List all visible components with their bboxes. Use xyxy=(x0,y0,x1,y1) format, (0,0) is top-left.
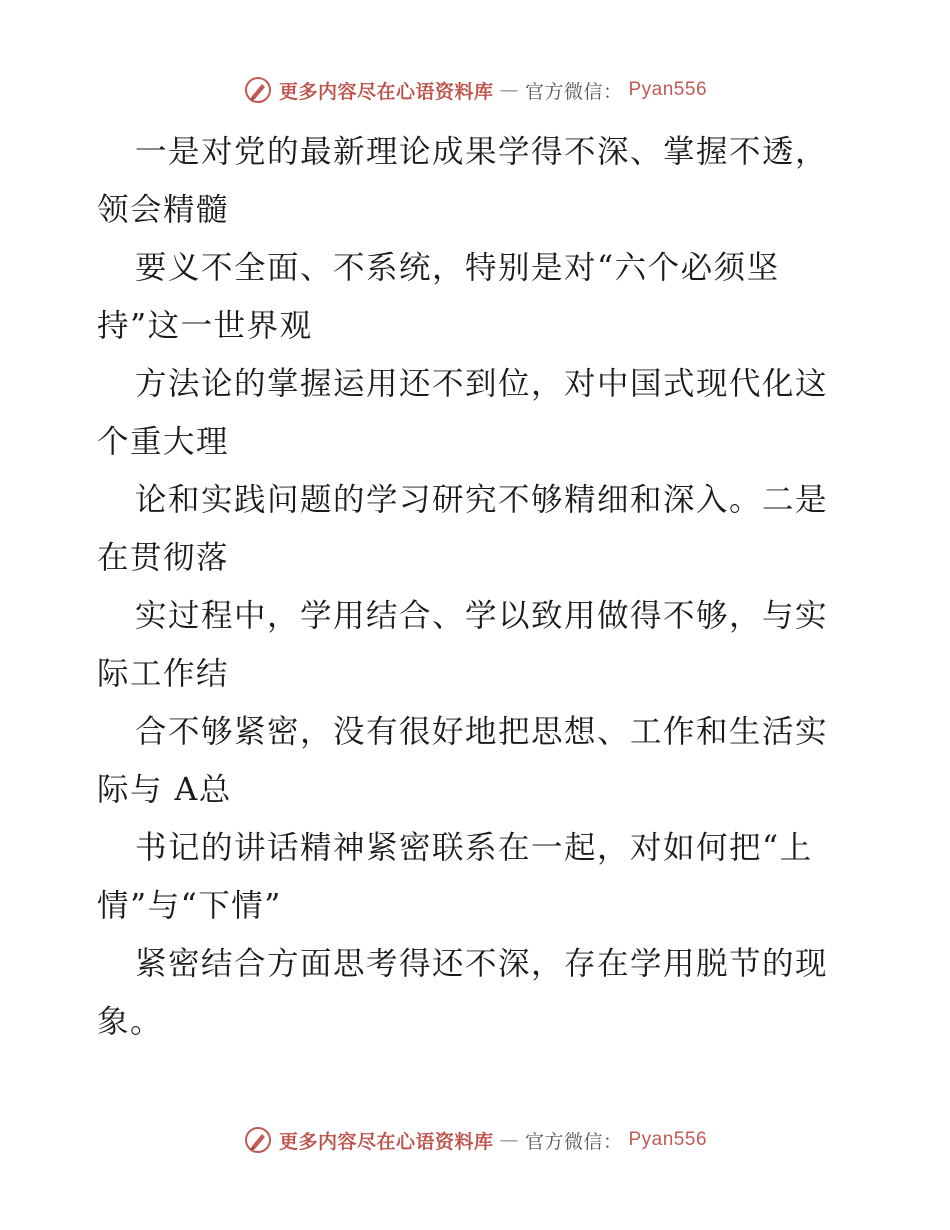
body-line: 一是对党的最新理论成果学得不深、掌握不透， xyxy=(135,134,829,170)
header-brand-name: 更多内容尽在心语资料库 xyxy=(278,80,494,103)
body-line: 合不够紧密，没有很好地把思想、工作和生活实 xyxy=(135,714,829,750)
body-line: 书记的讲话精神紧密联系在一起，对如何把“上 xyxy=(135,830,813,866)
header-id: Pyan556 xyxy=(628,79,708,100)
body-line: 方法论的掌握运用还不到位，对中国式现代化这 xyxy=(135,366,829,402)
header-label: 官方微信： xyxy=(524,80,623,103)
body-line: 论和实践问题的学习研究不够精细和深入。二是 xyxy=(135,482,829,518)
body-line: 情”与“下情” xyxy=(97,888,282,924)
body-line: 象。 xyxy=(97,1004,164,1040)
footer-label: 官方微信： xyxy=(524,1130,623,1153)
header-dash: — xyxy=(499,79,519,101)
pen-logo-icon xyxy=(243,75,273,105)
body-line: 持”这一世界观 xyxy=(97,308,313,344)
body-line: 在贯彻落 xyxy=(97,540,230,576)
page-footer xyxy=(0,1120,950,1160)
body-line: 紧密结合方面思考得还不深，存在学用脱节的现 xyxy=(135,946,829,982)
page-header xyxy=(0,70,950,110)
footer-id: Pyan556 xyxy=(628,1129,708,1150)
body-line: 要义不全面、不系统，特别是对“六个必须坚 xyxy=(135,250,780,286)
footer-watermark xyxy=(243,1125,707,1155)
footer-brand-name: 更多内容尽在心语资料库 xyxy=(278,1130,494,1153)
body-line: 领会精髓 xyxy=(97,192,230,228)
document-body xyxy=(97,123,857,1051)
header-watermark xyxy=(243,75,707,105)
body-line: 际与 A总 xyxy=(97,772,232,808)
pen-logo-icon xyxy=(243,1125,273,1155)
body-line: 实过程中，学用结合、学以致用做得不够，与实 xyxy=(135,598,829,634)
footer-dash: — xyxy=(499,1129,519,1151)
body-line: 个重大理 xyxy=(97,424,230,460)
body-line: 际工作结 xyxy=(97,656,230,692)
